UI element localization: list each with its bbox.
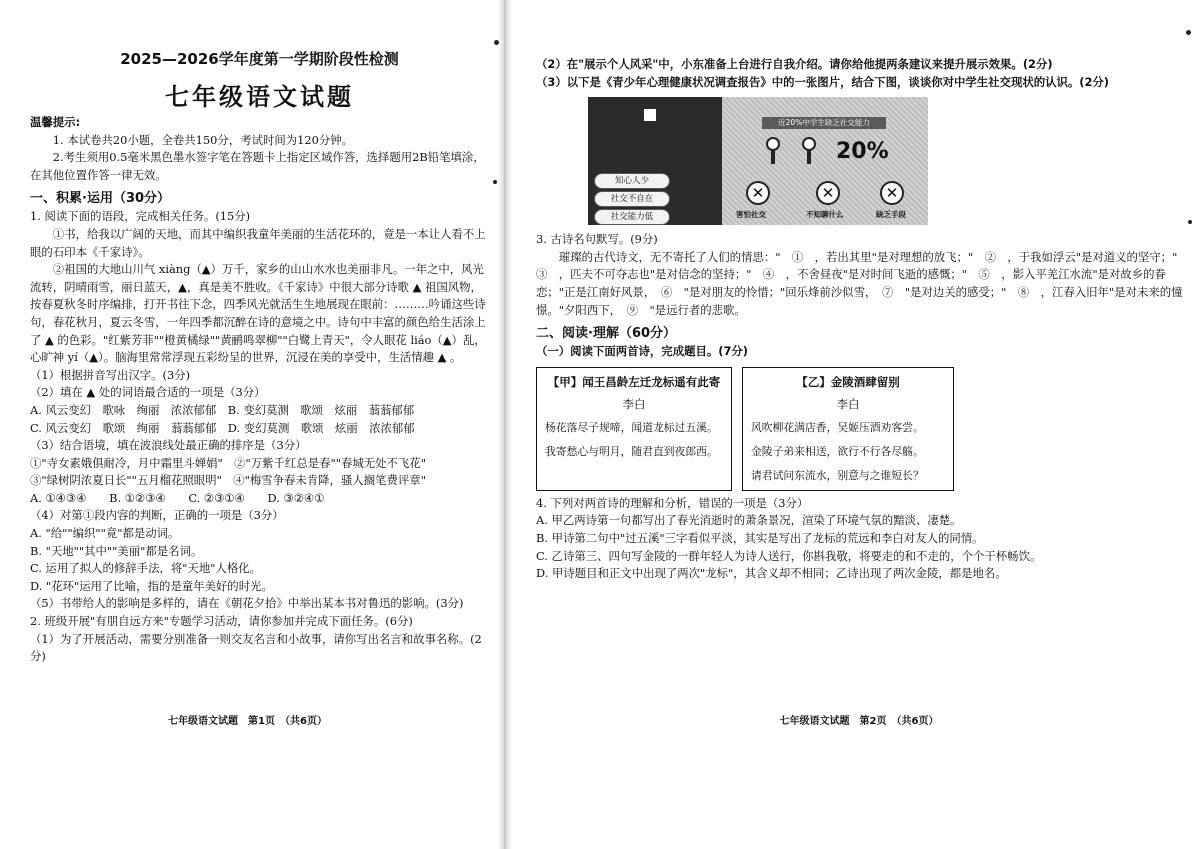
q1-item: ③"绿树阴浓夏日长""五月榴花照眼明" ④"梅雪争春未肯降，骚人搁笔费评章": [30, 473, 426, 488]
poem-b-title: 【乙】金陵酒肆留别: [796, 374, 900, 389]
q1-item: （3）结合语境，填在波浪线处最正确的排序是（3分）: [30, 438, 307, 453]
q4-stem: 4. 下列对两首诗的理解和分析，错误的一项是（3分）: [536, 495, 809, 510]
figure-pill: 知心人少: [594, 173, 670, 189]
q1-item: C. 风云变幻 歌颂 绚丽 蓊蓊郁郁 D. 变幻莫测 歌颂 炫丽 浓浓郁郁: [30, 420, 415, 435]
poem-b-line: 风吹柳花满店香，吴姬压酒劝客尝。: [751, 420, 924, 434]
poem-box-a: [536, 367, 732, 491]
cross-circle-icon: ✕: [816, 181, 840, 205]
q1-item: （2）填在 ▲ 处的词语最合适的一项是（3分）: [30, 385, 266, 400]
q1-item: A. ①④③④ B. ①②③④ C. ②③①④ D. ③②④①: [30, 490, 325, 505]
poem-a-line: 杨花落尽子规啼，闻道龙标过五溪。: [545, 420, 718, 434]
poem-a-line: 我寄愁心与明月，随君直到夜郎西。: [545, 444, 718, 458]
figure-pill: 社交不自在: [594, 191, 670, 207]
figure-square: [644, 109, 656, 121]
notice-line-2: 2.考生须用0.5毫米黑色墨水签字笔在答题卡上指定区域作答，选择题用2B铅笔填涂，在其他位置作答一律无效。: [30, 150, 485, 182]
q1-paragraph-2: ②祖国的大地山川气 xiàng（▲）万千，家乡的山山水水也美丽非凡。一年之中，风光流转，阴晴雨雪，丽日蓝天，▲，真是美不胜收。《千家诗》中很大部分诗歌 ▲ 祖国风物，按春夏秋冬时序编排，打开书往下念，四季风光就活生生地展现在眼前：………吟诵这些诗句，春花秋月，夏云冬雪，一年四季都沉醉在诗的意境之中。诗句中丰富的颜色给生活涂上了 ▲ 的色彩。"红紫芳菲""橙黄橘绿""黄鹂鸣翠柳""白鹭上青天"，令人眼花 liáo（▲）乱，心旷神 yí（▲）。脑海里常常浮现五彩纷呈的世界，沉浸在美的享受中，生活情趣 ▲ 。: [30, 262, 486, 365]
notice-heading: 温馨提示:: [30, 115, 81, 129]
q1-stem: 1. 阅读下面的语段，完成相关任务。(15分): [30, 209, 251, 224]
q2-item-1: （1）为了开展活动，需要分别准备一则交友名言和小故事，请你写出名言和故事名称。(2分): [30, 631, 482, 664]
poem-a-title: 【甲】闻王昌龄左迁龙标遥有此寄: [547, 374, 721, 389]
reading-sub1-heading: （一）阅读下面两首诗，完成题目。(7分): [536, 344, 748, 359]
figure-percent: 20%: [836, 139, 889, 165]
right-page: [518, 0, 1200, 849]
q1-item: A. "给""编织""竟"都是动词。: [30, 526, 180, 541]
poem-b-author: 李白: [836, 396, 860, 411]
q4-option-a: A. 甲乙两诗第一句都写出了春光消逝时的萧条景况，渲染了环境气氛的黯淡、凄楚。: [536, 513, 962, 528]
figure-caption: 不知聊什么: [806, 210, 844, 220]
person-icon: [807, 150, 811, 164]
q1-item: （5）书带给人的影响是多样的，请在《朝花夕拾》中举出某本书对鲁迅的影响。(3分): [30, 596, 464, 611]
scan-speck: [493, 180, 497, 184]
figure-light-panel: [722, 97, 928, 225]
poem-a-author: 李白: [622, 396, 646, 411]
survey-figure: [588, 97, 928, 225]
q1-item: C. 运用了拟人的修辞手法，将"天地"人格化。: [30, 561, 262, 576]
scan-speck: [494, 40, 499, 45]
q2-stem: 2. 班级开展"有朋自远方来"专题学习活动，请你参加并完成下面任务。(6分): [30, 614, 413, 629]
q2-item-2: （2）在"展示个人风采"中，小东准备上台进行自我介绍。请你给他提两条建议来提升展示效果。(2分): [536, 57, 1053, 71]
cross-circle-icon: ✕: [880, 181, 904, 205]
person-icon: [802, 137, 816, 151]
figure-pill: 社交能力低: [594, 209, 670, 225]
q3-text: 璀璨的古代诗文，无不寄托了人们的情思：" ① ，若出其里"是对理想的放飞；" ② ，于我如浮云"是对道义的坚守；" ③ ，匹夫不可夺志也"是对信念的坚持；" ④ ，不舍昼夜"是对时间飞逝的感慨；" ⑤ ，影入平羌江水流"是对故乡的眷恋；"正是江南好风景， ⑥ "是对朋友的怜惜；"回乐烽前沙似雪， ⑦ "是对边关的感受；" ⑧ ，江春入旧年"是对未来的憧憬。"夕阳西下， ⑨ "是远行者的悲歌。: [536, 249, 1189, 317]
notice-line-1: 1. 本试卷共20小题，全卷共150分，考试时间为120分钟。: [52, 132, 354, 147]
q1-item: （4）对第①段内容的判断，正确的一项是（3分）: [30, 508, 284, 523]
exam-title: 2025—2026学年度第一学期阶段性检测: [120, 50, 399, 68]
figure-caption: 缺乏手段: [876, 210, 906, 220]
person-icon: [766, 137, 780, 151]
right-footer: 七年级语文试题 第2页 （共6页）: [779, 716, 939, 727]
q4-option-b: B. 甲诗第二句中"过五溪"三字看似平淡，其实是写出了龙标的荒远和李白对友人的同情。: [536, 530, 984, 545]
subject-title: 七年级语文试题: [165, 83, 354, 111]
q1-item: ①"寺女素娥俱耐冷，月中霜里斗婵娟" ②"万紫千红总是春""春城无处不飞花": [30, 455, 426, 470]
section1-heading: 一、积累·运用（30分）: [30, 191, 171, 207]
poem-b-line: 金陵子弟来相送，欲行不行各尽觞。: [751, 444, 924, 458]
left-page: [0, 0, 495, 849]
q1-item: （1）根据拼音写出汉字。(3分): [30, 367, 191, 382]
page-fold: [498, 0, 512, 849]
section2-heading: 二、阅读·理解（60分）: [536, 326, 677, 342]
q3-stem: 3. 古诗名句默写。(9分): [536, 232, 658, 247]
poem-box-b: [742, 367, 954, 491]
poem-b-line: 请君试问东流水，别意与之谁短长？: [751, 468, 924, 482]
figure-banner: 近20%中学生缺乏社交能力: [762, 117, 886, 129]
q4-option-c: C. 乙诗第三、四句写金陵的一群年轻人为诗人送行，你斟我敬，将要走的和不走的，个个干杯畅饮。: [536, 548, 1042, 563]
cross-circle-icon: ✕: [746, 181, 770, 205]
q4-option-d: D. 甲诗题目和正文中出现了两次"龙标"，其含义却不相同；乙诗出现了两次金陵，都是地名。: [536, 566, 1007, 581]
q1-item: D. "花环"运用了比喻，指的是童年美好的时光。: [30, 578, 273, 593]
poem-row: [536, 367, 1186, 491]
q1-paragraph-1: ①书，给我以广阔的天地，而其中编织我童年美丽的生活花环的，竟是一本让人看不上眼的石印本《千家诗》。: [30, 226, 486, 259]
figure-caption: 害怕社交: [736, 210, 766, 220]
q1-item: B. "天地""其中""美丽"都是名词。: [30, 543, 203, 558]
q1-item: A. 风云变幻 歌咏 绚丽 浓浓郁郁 B. 变幻莫测 歌颂 炫丽 蓊蓊郁郁: [30, 402, 415, 417]
left-footer: 七年级语文试题 第1页 （共6页）: [168, 716, 327, 727]
q2-item-3: （3）以下是《青少年心理健康状况调查报告》中的一张图片，结合下图，谈谈你对中学生社交现状的认识。(2分): [536, 74, 1110, 89]
person-icon: [771, 150, 775, 164]
